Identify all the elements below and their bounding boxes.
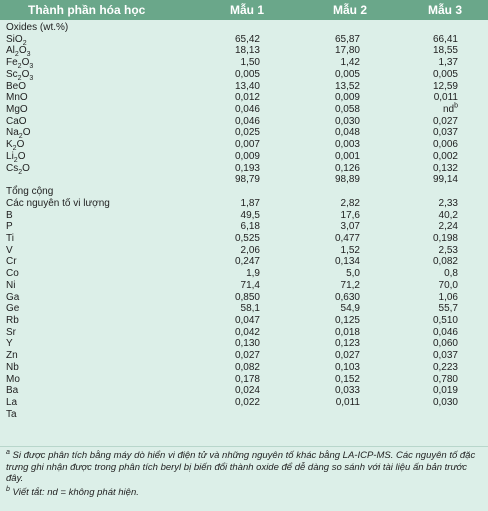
sample-2-value: 17,80	[334, 45, 360, 57]
table-row	[0, 233, 488, 245]
sample-1-value: 98,79	[234, 174, 260, 186]
table-row	[0, 292, 488, 304]
sample-3-value: 0,037	[432, 350, 458, 362]
sample-1-value: 71,4	[240, 279, 260, 291]
sample-3-value: 2,33	[438, 197, 458, 209]
sample-3-value: 0,046	[432, 326, 458, 338]
table-row	[0, 139, 488, 151]
sample-2-value: 0,048	[334, 127, 360, 139]
table-row	[0, 34, 488, 46]
row-name: $Sc_2O_3$	[6, 68, 34, 82]
table-row	[0, 92, 488, 104]
table-row	[0, 163, 488, 175]
sample-3-value: 1,06	[438, 291, 458, 303]
row-name: Các nguyên tố vi lượng	[6, 197, 110, 209]
sample-2-value: 3,07	[340, 221, 360, 233]
sample-3-value: 66,41	[432, 33, 458, 45]
sample-1-value: 0,525	[234, 232, 260, 244]
table-row	[0, 327, 488, 339]
table-row	[0, 303, 488, 315]
table-row	[0, 338, 488, 350]
sample-1-value: 0,009	[234, 150, 260, 162]
sample-2-value: 0,001	[334, 150, 360, 162]
table-row	[0, 45, 488, 57]
sample-2-value: 0,027	[334, 350, 360, 362]
row-name: Ba	[6, 385, 19, 397]
sample-3-value: 0,030	[432, 397, 458, 408]
table-row	[0, 409, 488, 421]
table-row	[0, 245, 488, 257]
sample-1-value: 2,06	[240, 244, 260, 256]
sample-1-value: 1,9	[246, 268, 260, 280]
sample-2-value: 0,003	[334, 139, 360, 151]
sample-1-value: 1,87	[240, 197, 260, 209]
header-sample-1: Mẫu 1	[230, 3, 265, 17]
row-name: Mo	[6, 373, 20, 385]
row-name: Y	[6, 338, 13, 350]
sample-2-value: 0,134	[334, 256, 360, 268]
table-row	[0, 268, 488, 280]
sample-2-value: 0,018	[334, 326, 360, 338]
row-name: Rb	[6, 314, 19, 326]
sample-1-value: 0,027	[234, 350, 260, 362]
row-name: BeO	[6, 80, 27, 92]
sample-3-value: 0,510	[432, 314, 458, 326]
sample-1-value: 0,042	[234, 326, 260, 338]
row-name: V	[6, 244, 13, 256]
sample-3-value: 99,14	[432, 174, 458, 186]
table-row	[0, 186, 488, 198]
table-row	[0, 315, 488, 327]
row-name: $Cs_2O$	[6, 162, 30, 176]
sample-1-value: 0,046	[234, 115, 260, 127]
sample-2-value: 0,103	[334, 361, 360, 373]
sample-3-value: 0,005	[432, 68, 458, 80]
sample-1-value: 0,005	[234, 68, 260, 80]
sample-1-value: 0,022	[234, 397, 260, 408]
sample-3-value: 0,8	[444, 268, 458, 280]
row-name: Sr	[6, 326, 16, 338]
sample-3-value: 0,198	[432, 232, 458, 244]
sample-1-value: 58,1	[240, 303, 260, 315]
footnote-a	[6, 450, 484, 485]
sample-2-value: 13,52	[334, 80, 360, 92]
sample-2-value: 98,89	[334, 174, 360, 186]
table-row	[0, 151, 488, 163]
sample-3-value: 40,2	[438, 209, 458, 221]
sample-2-value: 71,2	[340, 279, 360, 291]
table-row	[0, 385, 488, 397]
sample-1-value: 18,13	[234, 45, 260, 57]
header-sample-3: Mẫu 3	[428, 3, 463, 17]
table-row	[0, 397, 488, 409]
sample-1-value: 0,193	[234, 162, 260, 174]
footnotes	[6, 450, 484, 498]
sample-1-value: 0,047	[234, 314, 260, 326]
sample-2-value: 54,9	[340, 303, 360, 315]
row-name: Nb	[6, 361, 19, 373]
row-name: Co	[6, 268, 19, 280]
sample-2-value: 0,005	[334, 68, 360, 80]
sample-3-value: 0,060	[432, 338, 458, 350]
sample-1-value: 0,178	[234, 373, 260, 385]
row-name: Ni	[6, 279, 16, 291]
table-row	[0, 280, 488, 292]
footnote-a-text: Si được phân tích bằng máy dò hiển vi điện tử và những nguyên tố khác bằng LA-ICP-MS. Các nguyên tố đặc trưng ghi nhận được trong phân tích beryl bị biến đổi thành oxide để dễ dàng so sánh với tài liệu ấn bản trước đây.	[6, 450, 476, 484]
sample-3-value: 2,24	[438, 221, 458, 233]
sample-1-value: 13,40	[234, 80, 260, 92]
sample-2-value: 0,011	[335, 397, 360, 408]
sample-3-value: 1,37	[438, 57, 458, 69]
row-name: Tổng cộng	[6, 186, 54, 198]
row-name: $Na_2O$	[6, 127, 31, 141]
footnote-b-marker: b	[6, 485, 10, 493]
sample-1-value: 0,850	[234, 291, 260, 303]
row-name: Ga	[6, 291, 20, 303]
sample-1-value: 6,18	[240, 221, 260, 233]
sample-1-value: 0,024	[234, 385, 260, 397]
sample-2-value: 2,82	[340, 197, 360, 209]
sample-2-value: 0,033	[334, 385, 360, 397]
sample-3-value: 0,027	[432, 115, 458, 127]
row-name: $K_2O$	[6, 139, 25, 153]
table-row	[0, 69, 488, 81]
row-name: B	[6, 209, 13, 221]
row-name: $Al_2O_3$	[6, 45, 31, 59]
sample-3-value: 70,0	[438, 279, 458, 291]
table-row	[0, 350, 488, 362]
sample-2-value: 0,152	[334, 373, 360, 385]
sample-1-value: 0,130	[234, 338, 260, 350]
sample-2-value: 0,126	[334, 162, 360, 174]
sample-1-value: 0,025	[234, 127, 260, 139]
sample-1-value: 49,5	[240, 209, 260, 221]
sample-2-value: 65,87	[334, 33, 360, 45]
sample-2-value: 0,058	[334, 104, 360, 116]
sample-3-value: 2,53	[438, 244, 458, 256]
sample-3-value: $nd^b$	[442, 102, 458, 116]
sample-1-value: 0,082	[234, 361, 260, 373]
sample-2-value: 1,52	[340, 244, 360, 256]
sample-2-value: 0,630	[334, 291, 360, 303]
table-header	[0, 0, 488, 20]
sample-2-value: 0,125	[334, 314, 360, 326]
sample-2-value: 0,009	[334, 92, 360, 104]
row-name: MgO	[6, 104, 28, 116]
header-sample-2: Mẫu 2	[333, 3, 368, 17]
header-component: Thành phần hóa học	[28, 3, 146, 17]
table-body	[0, 22, 488, 420]
table-row	[0, 374, 488, 386]
row-name: Ta	[6, 408, 17, 420]
sample-2-value: 17,6	[340, 209, 360, 221]
table-row	[0, 210, 488, 222]
row-name: SiO$_2$	[6, 33, 27, 47]
sample-1-value: 0,046	[234, 104, 260, 116]
sample-1-value: 0,247	[234, 256, 260, 268]
sample-3-value: 0,019	[432, 385, 458, 397]
sample-1-value: 0,012	[234, 92, 260, 104]
sample-3-value: 12,59	[432, 80, 458, 92]
sample-3-value: 0,006	[432, 139, 458, 151]
sample-3-value: 0,037	[432, 127, 458, 139]
sample-1-value: 0,007	[234, 139, 260, 151]
table-row	[0, 221, 488, 233]
table-row	[0, 104, 488, 116]
row-name: $Fe_2O_3$	[6, 57, 34, 71]
sample-3-value: 0,780	[432, 373, 458, 385]
sample-3-value: 0,223	[432, 361, 458, 373]
sample-3-value: 18,55	[432, 45, 458, 57]
footnote-b-text: Viết tắt: nd = không phát hiện.	[12, 486, 139, 498]
sample-3-value: 0,132	[432, 162, 458, 174]
table-row	[0, 256, 488, 268]
row-name: Ti	[6, 232, 14, 244]
sample-2-value: 0,030	[334, 115, 360, 127]
table-row	[0, 362, 488, 374]
sample-3-value: 0,011	[433, 92, 458, 104]
table-row	[0, 198, 488, 210]
sample-3-value: 0,002	[432, 150, 458, 162]
row-name: Cr	[6, 256, 17, 268]
row-name: P	[6, 221, 13, 233]
sample-3-value: 0,082	[432, 256, 458, 268]
table-row	[0, 116, 488, 128]
sample-2-value: 1,42	[340, 57, 360, 69]
table-row	[0, 127, 488, 139]
row-name: La	[6, 397, 18, 408]
footnote-divider	[0, 446, 488, 447]
sample-2-value: 5,0	[346, 268, 360, 280]
table-row	[0, 81, 488, 93]
footnote-a-marker: a	[6, 448, 10, 456]
table-row	[0, 22, 488, 34]
table-row	[0, 57, 488, 69]
row-name: Ge	[6, 303, 20, 315]
sample-2-value: 0,123	[334, 338, 360, 350]
row-name: CaO	[6, 115, 27, 127]
row-name: MnO	[6, 92, 28, 104]
sample-3-value: 55,7	[438, 303, 458, 315]
sample-1-value: 65,42	[234, 33, 260, 45]
row-name: Oxides (wt.%)	[6, 22, 69, 33]
footnote-b	[6, 487, 484, 499]
table-row	[0, 174, 488, 186]
row-name: $Li_2O$	[6, 150, 26, 164]
row-name: Zn	[6, 350, 18, 362]
sample-2-value: 0,477	[334, 232, 360, 244]
sample-1-value: 1,50	[240, 57, 260, 69]
